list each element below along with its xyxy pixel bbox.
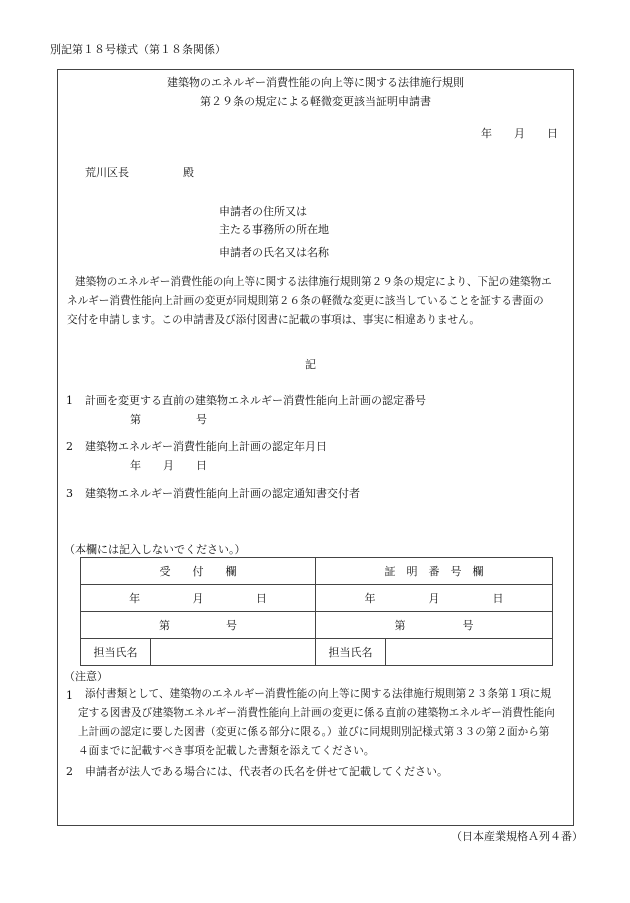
reception-number-row <box>81 612 553 639</box>
date-month: 月 <box>514 127 525 140</box>
certificate-month: 月 <box>428 591 440 605</box>
applicant-address-label-1: 申請者の住所又は <box>219 205 307 218</box>
note-1-line-4: ４面までに記載すべき事項を記載した書類を添えてください。 <box>78 745 375 757</box>
item-1-label: 計画を変更する直前の建築物エネルギー消費性能向上計画の認定番号 <box>85 394 426 407</box>
note-1-line-3: 上計画の認定に要した図書（変更に係る部分に限る。）並びに同規則別記様式第３３の第２面から第 <box>78 726 550 738</box>
note-1-number: 1 <box>66 689 73 702</box>
notes-heading: （注意） <box>64 670 108 683</box>
note-2-text: 申請者が法人である場合には、代表者の氏名を併せて記載してください。 <box>85 765 448 778</box>
item-2-day: 日 <box>196 459 207 472</box>
reception-person-label: 担当氏名 <box>81 639 151 666</box>
statement-line-3: 交付を申請します。この申請書及び添付図書に記載の事項は、事実に相違ありません。 <box>67 314 480 326</box>
reception-dai: 第 <box>159 618 170 632</box>
item-2-label: 建築物エネルギー消費性能向上計画の認定年月日 <box>85 440 327 453</box>
reception-date-cell <box>81 585 316 612</box>
item-1-number: 1 <box>66 394 73 407</box>
date-day: 日 <box>547 127 558 140</box>
reception-table <box>80 557 553 666</box>
item-2-month: 月 <box>163 459 174 472</box>
reception-date-row <box>81 585 553 612</box>
addressee-name: 荒川区長 <box>85 166 129 179</box>
item-1-dai: 第 <box>130 413 141 426</box>
addressee-honorific: 殿 <box>183 166 194 179</box>
form-title-line1: 建築物のエネルギー消費性能の向上等に関する法律施行規則 <box>167 76 464 89</box>
certificate-person-label: 担当氏名 <box>316 639 386 666</box>
note-2-number: 2 <box>66 765 73 778</box>
reception-note: （本欄には記入しないでください。） <box>64 543 246 556</box>
reception-right-header: 証 明 番 号 欄 <box>316 558 553 585</box>
reception-go: 号 <box>226 618 237 632</box>
reception-day: 日 <box>255 591 267 605</box>
certificate-dai: 第 <box>394 618 406 632</box>
form-title-line2: 第２９条の規定による軽微変更該当証明申請書 <box>200 95 431 108</box>
item-1-go: 号 <box>196 413 207 426</box>
item-3-label: 建築物エネルギー消費性能向上計画の認定通知書交付者 <box>85 487 360 500</box>
reception-header-row <box>81 558 553 585</box>
statement-line-2: ネルギー消費性能向上計画の変更が同規則第２６条の軽微な変更に該当していることを証する書面の <box>67 295 544 307</box>
reception-person-row <box>81 639 553 666</box>
form-id: 別記第１８号様式（第１８条関係） <box>50 43 226 56</box>
paper-size-note: （日本産業規格Ａ列４番） <box>451 830 583 843</box>
item-2-year: 年 <box>130 459 141 472</box>
note-1-line-1: 添付書類として、建築物のエネルギー消費性能の向上等に関する法律施行規則第２３条第１項に規 <box>85 688 551 700</box>
certificate-date-cell <box>316 585 553 612</box>
statement-line-1: 建築物のエネルギー消費性能の向上等に関する法律施行規則第２９条の規定により、下記の建築物エ <box>75 276 552 288</box>
note-1-line-2: 定する図書及び建築物エネルギー消費性能向上計画の変更に係る直前の建築物エネルギー消費性能向 <box>78 707 555 719</box>
reception-year: 年 <box>129 591 141 605</box>
reception-number-cell <box>81 612 316 639</box>
certificate-person-field <box>386 639 553 666</box>
certificate-number-cell <box>316 612 553 639</box>
reception-left-header: 受 付 欄 <box>81 558 316 585</box>
certificate-year: 年 <box>364 591 376 605</box>
application-statement <box>67 273 572 330</box>
date-year: 年 <box>481 127 492 140</box>
reception-month: 月 <box>192 591 204 605</box>
reception-person-field <box>151 639 316 666</box>
note-1-text <box>78 685 578 761</box>
certificate-go: 号 <box>462 618 474 632</box>
applicant-name-label: 申請者の氏名又は名称 <box>219 246 329 259</box>
applicant-address-label-2: 主たる事務所の所在地 <box>219 223 329 236</box>
ki-heading: 記 <box>305 358 316 371</box>
item-3-number: 3 <box>66 487 73 500</box>
item-2-number: 2 <box>66 440 73 453</box>
certificate-day: 日 <box>492 591 504 605</box>
